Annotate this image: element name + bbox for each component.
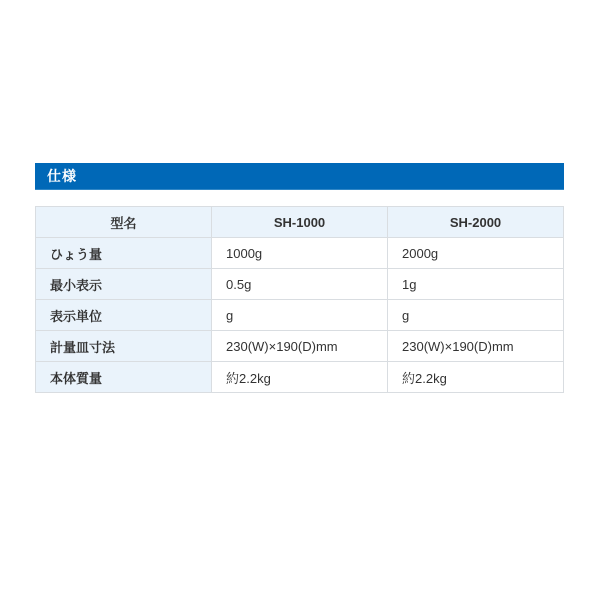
row-label: 表示単位 xyxy=(36,300,212,331)
table-row xyxy=(36,300,564,331)
table-row xyxy=(36,238,564,269)
row-label: 最小表示 xyxy=(36,269,212,300)
spec-section xyxy=(35,163,564,393)
row-label: 計量皿寸法 xyxy=(36,331,212,362)
cell-value: g xyxy=(212,300,388,331)
column-header-sh-2000: SH-2000 xyxy=(388,207,564,238)
column-header-sh-1000: SH-1000 xyxy=(212,207,388,238)
spec-table xyxy=(35,206,564,393)
cell-value: 230(W)×190(D)mm xyxy=(388,331,564,362)
table-row xyxy=(36,362,564,393)
cell-value: 1000g xyxy=(212,238,388,269)
table-header-row xyxy=(36,207,564,238)
cell-value: 230(W)×190(D)mm xyxy=(212,331,388,362)
cell-value: 2000g xyxy=(388,238,564,269)
section-title: 仕様 xyxy=(47,168,77,184)
cell-value: 1g xyxy=(388,269,564,300)
row-label: 本体質量 xyxy=(36,362,212,393)
cell-value: 約2.2kg xyxy=(212,362,388,393)
row-label: ひょう量 xyxy=(36,238,212,269)
column-header-model: 型名 xyxy=(36,207,212,238)
cell-value: 0.5g xyxy=(212,269,388,300)
cell-value: g xyxy=(388,300,564,331)
cell-value: 約2.2kg xyxy=(388,362,564,393)
table-row xyxy=(36,269,564,300)
section-header-bar xyxy=(35,163,564,190)
table-row xyxy=(36,331,564,362)
